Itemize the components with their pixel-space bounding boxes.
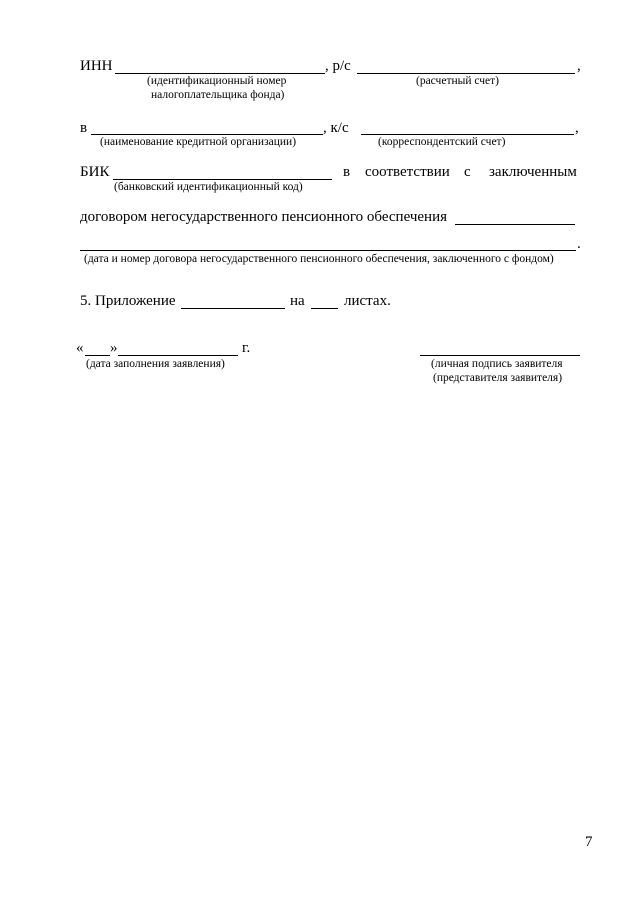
contract-caption: (дата и номер договора негосударственного пенсионного обеспечения, заключенного с фондом) xyxy=(84,253,554,265)
bik-text-in: в xyxy=(343,164,351,180)
inn-row-end-comma: , xyxy=(577,58,581,74)
signature-caption-line1: (личная подпись заявителя xyxy=(431,358,563,370)
sheets-count-field-line[interactable] xyxy=(311,308,338,309)
date-month-year-field-line[interactable] xyxy=(118,355,238,356)
bik-field-line[interactable] xyxy=(113,179,332,180)
inn-caption-line2: налогоплательщика фонда) xyxy=(151,89,285,101)
date-day-field-line[interactable] xyxy=(85,355,110,356)
bik-text-concluded: заключенным xyxy=(489,164,577,180)
date-quote-open: « xyxy=(76,340,84,356)
bank-name-caption: (наименование кредитной организации) xyxy=(100,136,297,148)
bik-label: БИК xyxy=(80,164,110,180)
bik-text-with: с xyxy=(464,164,471,180)
account-separator: , р/с xyxy=(325,58,351,74)
corr-account-field-line[interactable] xyxy=(361,134,574,135)
account-field-line[interactable] xyxy=(357,73,575,74)
corr-account-caption: (корреспондентский счет) xyxy=(378,136,506,148)
attachment-field-line[interactable] xyxy=(181,308,285,309)
signature-caption-line2: (представителя заявителя) xyxy=(433,372,563,384)
inn-caption-line1: (идентификационный номер xyxy=(147,75,287,87)
account-caption: (расчетный счет) xyxy=(416,75,499,87)
bank-name-field-line[interactable] xyxy=(91,134,323,135)
bik-caption: (банковский идентификационный код) xyxy=(114,181,303,193)
inn-label: ИНН xyxy=(80,58,113,74)
date-caption: (дата заполнения заявления) xyxy=(86,358,225,370)
signature-field-line[interactable] xyxy=(420,355,580,356)
attachment-on: на xyxy=(290,293,305,309)
contract-field-line-2[interactable] xyxy=(80,250,576,251)
contract-end-period: . xyxy=(577,236,581,252)
date-year-suffix: г. xyxy=(242,340,251,356)
page-number: 7 xyxy=(585,834,593,850)
contract-text: договором негосударственного пенсионного обеспечения xyxy=(80,209,448,225)
corr-separator: , к/с xyxy=(323,120,349,136)
bank-row-end-comma: , xyxy=(575,120,579,136)
inn-field-line[interactable] xyxy=(115,73,325,74)
bik-text-accordance: соответствии xyxy=(365,164,450,180)
date-quote-close: » xyxy=(110,340,118,356)
attachment-label: 5. Приложение xyxy=(80,293,176,309)
contract-field-line-1[interactable] xyxy=(455,224,575,225)
bank-label: в xyxy=(80,120,88,136)
attachment-sheets: листах. xyxy=(344,293,391,309)
